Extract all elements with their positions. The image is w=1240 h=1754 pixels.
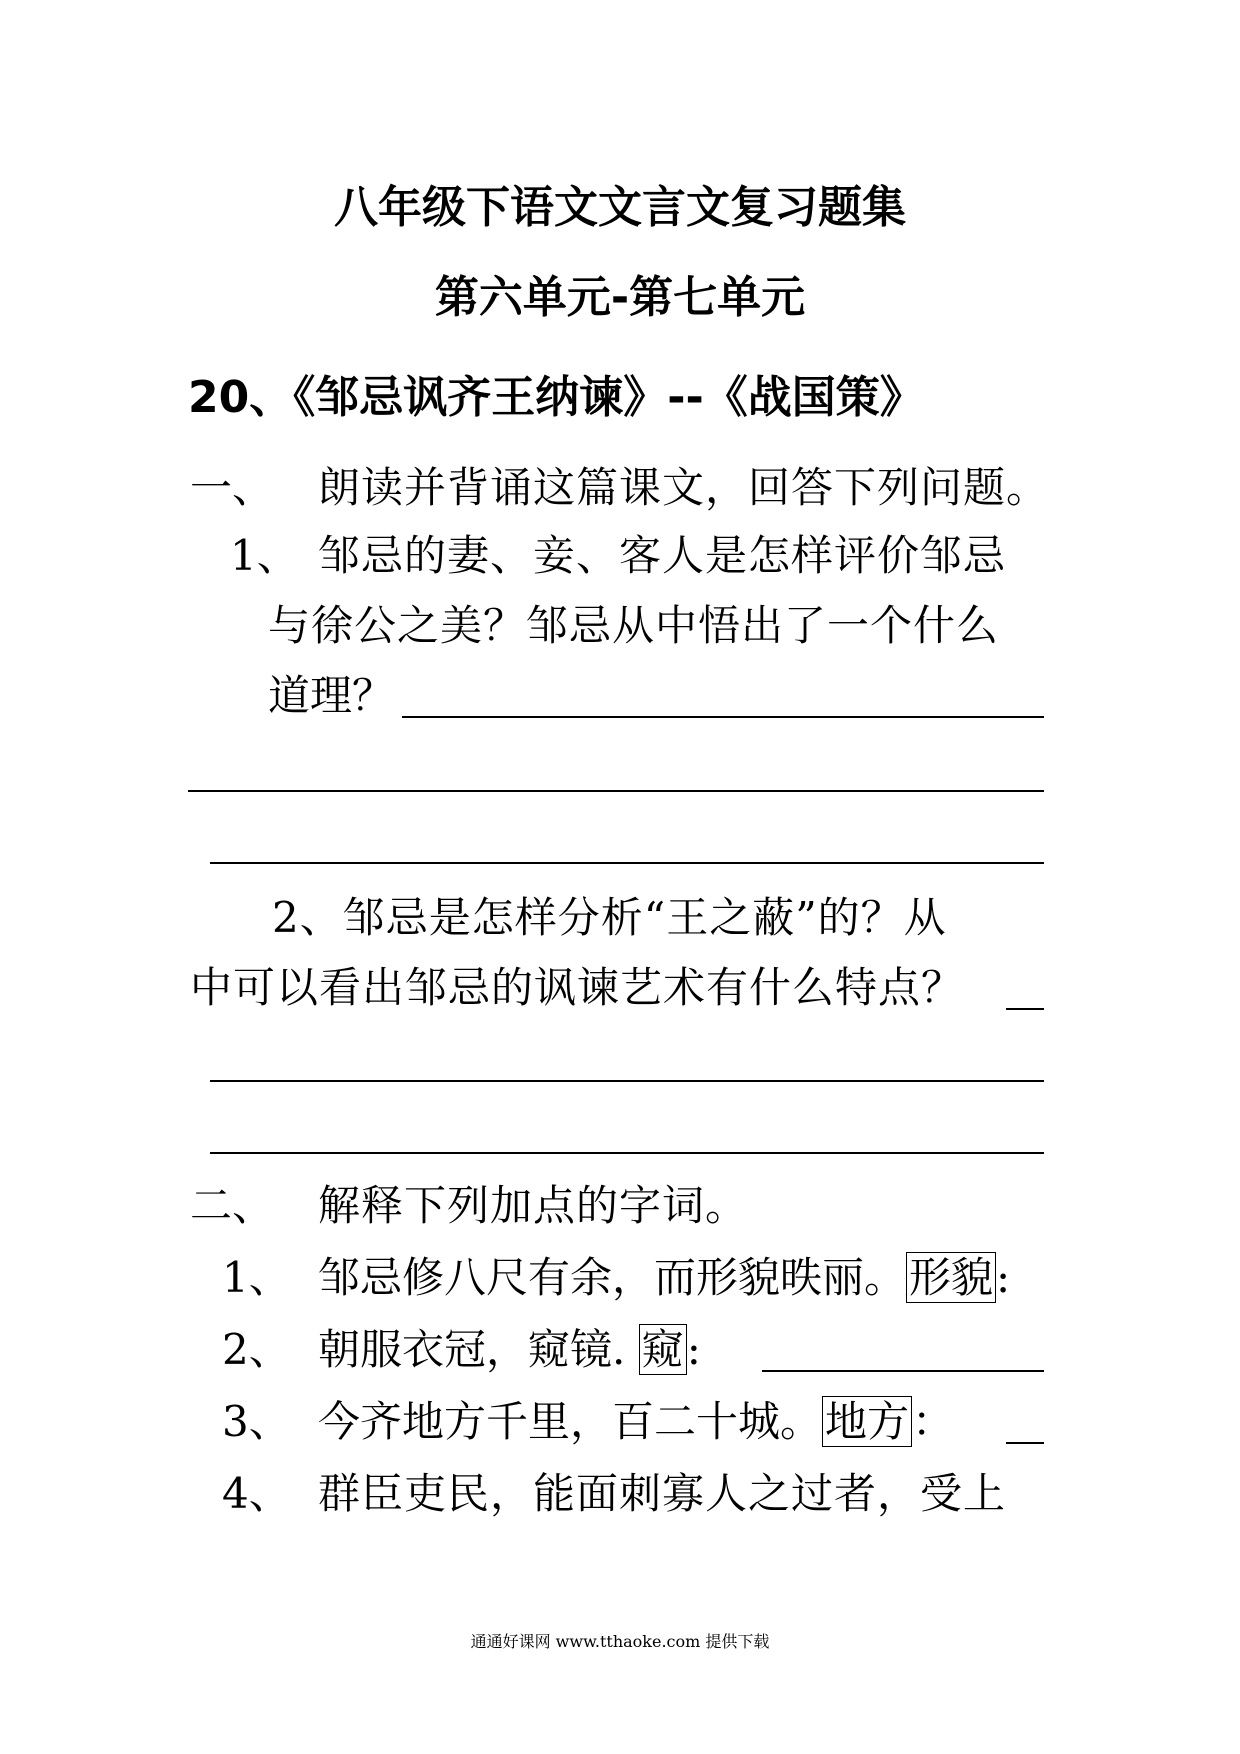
page-subtitle: 第六单元-第七单元 bbox=[434, 272, 806, 323]
lesson-title: 20、《邹忌讽齐王纳谏》--《战国策》 bbox=[188, 372, 924, 423]
item2-answer-line[interactable] bbox=[762, 1370, 1044, 1372]
item-sentence: 今齐地方千里，百二十城。 bbox=[318, 1397, 823, 1446]
item-sentence: 朝服衣冠，窥镜. bbox=[318, 1325, 639, 1374]
q1-number: 1、 bbox=[230, 531, 299, 580]
item-number: 2、 bbox=[222, 1325, 291, 1374]
item-colon: : bbox=[996, 1253, 1011, 1302]
page-title: 八年级下语文文言文复习题集 bbox=[334, 182, 906, 233]
q1-answer-line-1[interactable] bbox=[402, 716, 1044, 718]
section1-number: 一、 bbox=[190, 463, 275, 512]
item-number: 1、 bbox=[222, 1253, 291, 1302]
item-number: 4、 bbox=[222, 1469, 291, 1518]
section2-number: 二、 bbox=[190, 1181, 275, 1230]
item-number: 3、 bbox=[222, 1397, 291, 1446]
q1-line2: 与徐公之美？邹忌从中悟出了一个什么 bbox=[268, 601, 1000, 650]
item-sentence: 邹忌修八尺有余，而形貌昳丽。 bbox=[318, 1253, 907, 1302]
q2-answer-line-1[interactable] bbox=[1006, 1008, 1044, 1010]
item-term-box: 形貌 bbox=[906, 1252, 996, 1303]
q2-line2: 中可以看出邹忌的讽谏艺术有什么特点？ bbox=[190, 963, 965, 1012]
item3-answer-line[interactable] bbox=[1006, 1442, 1044, 1444]
item-text: 群臣吏民，能面刺寡人之过者，受上 bbox=[318, 1469, 1007, 1518]
q2-answer-line-2[interactable] bbox=[210, 1080, 1044, 1082]
section1-heading: 朗读并背诵这篇课文，回答下列问题。 bbox=[318, 463, 1050, 512]
q2-line1: 2、邹忌是怎样分析“王之蔽”的？从 bbox=[272, 893, 947, 942]
section2-heading: 解释下列加点的字词。 bbox=[318, 1181, 749, 1230]
item-text bbox=[318, 1322, 701, 1378]
item-text bbox=[318, 1250, 1010, 1306]
q2-answer-line-3[interactable] bbox=[210, 1152, 1044, 1154]
q1-line1: 邹忌的妻、妾、客人是怎样评价邹忌 bbox=[318, 531, 1007, 580]
q1-line3: 道理？ bbox=[268, 671, 395, 720]
q1-answer-line-3[interactable] bbox=[210, 862, 1044, 864]
item-text bbox=[318, 1394, 954, 1450]
q1-answer-line-2[interactable] bbox=[188, 790, 1044, 792]
footer-text: 通通好课网 www.tthaoke.com 提供下载 bbox=[470, 1632, 770, 1651]
item-term-box: 地方 bbox=[822, 1396, 912, 1447]
item-colon: ： bbox=[912, 1397, 955, 1446]
item-colon: : bbox=[686, 1325, 701, 1374]
item-term-box: 窥 bbox=[639, 1324, 687, 1375]
